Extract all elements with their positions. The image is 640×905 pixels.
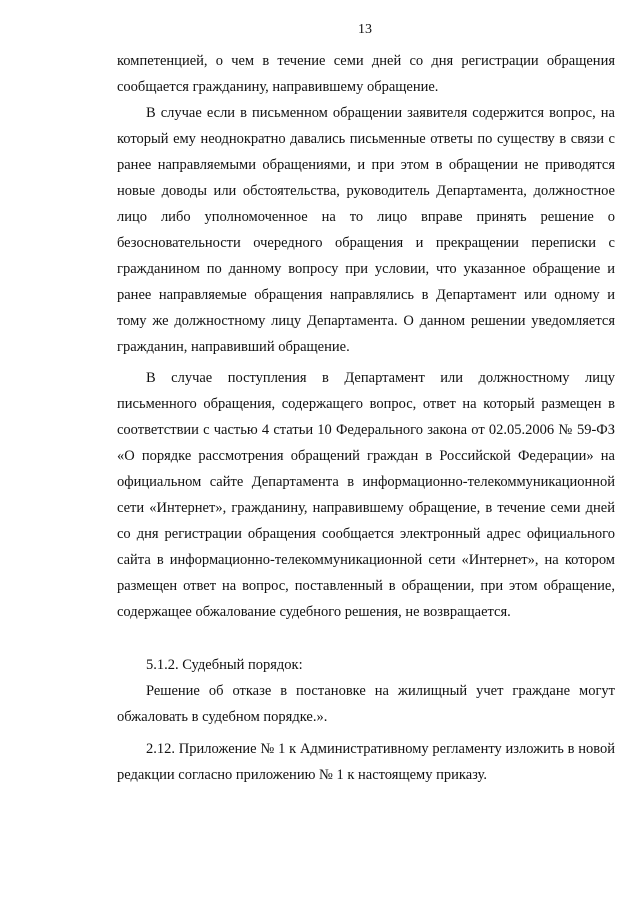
paragraph-block-5 — [117, 678, 615, 730]
paragraph-block-6 — [117, 736, 615, 788]
paragraph-1: компетенцией, о чем в течение семи дней со дня регистрации обращения сообщается гражданину, направившему обращение. — [117, 53, 615, 95]
paragraph-4: 5.1.2. Судебный порядок: — [146, 657, 303, 673]
paragraph-block-3 — [117, 365, 615, 625]
paragraph-continuation — [117, 48, 615, 100]
paragraph-2: В случае если в письменном обращении заявителя содержится вопрос, на который ему неоднократно давались письменные ответы по существу в связи с ранее направляемыми обращениями, и при этом в обращении не приводятся новые доводы или обстоятельства, руководитель Департамента, должностное лицо либо уполномоченное на то лицо вправе принять решение о безосновательности очередного обращения и прекращении переписки с гражданином по данному вопросу при условии, что указанное обращение и ранее направляемые обращения направлялись в Департамент или одному и тому же должностному лицу Департамента. О данном решении уведомляется гражданин, направивший обращение. — [117, 105, 615, 355]
paragraph-3: В случае поступления в Департамент или должностному лицу письменного обращения, содержащего вопрос, ответ на который размещен в соответствии с частью 4 статьи 10 Федерального закона от 02.05.2006 № 59-ФЗ «О порядке рассмотрения обращений граждан в Российской Федерации» на официальном сайте Департамента в информационно-телекоммуникационной сети «Интернет», гражданину, направившему обращение, в течение семи дней со дня регистрации обращения сообщается электронный адрес официального сайта в информационно-телекоммуникационной сети «Интернет», на котором размещен ответ на вопрос, поставленный в обращении, при этом обращение, содержащее обжалование судебного решения, не возвращается. — [117, 370, 615, 620]
paragraph-block-4 — [117, 652, 615, 678]
paragraph-5: Решение об отказе в постановке на жилищный учет граждане могут обжаловать в судебном порядке.». — [117, 683, 615, 725]
paragraph-6: 2.12. Приложение № 1 к Административному регламенту изложить в новой редакции согласно приложению № 1 к настоящему приказу. — [117, 741, 615, 783]
page-number: 13 — [358, 22, 372, 37]
paragraph-block-2 — [117, 100, 615, 360]
